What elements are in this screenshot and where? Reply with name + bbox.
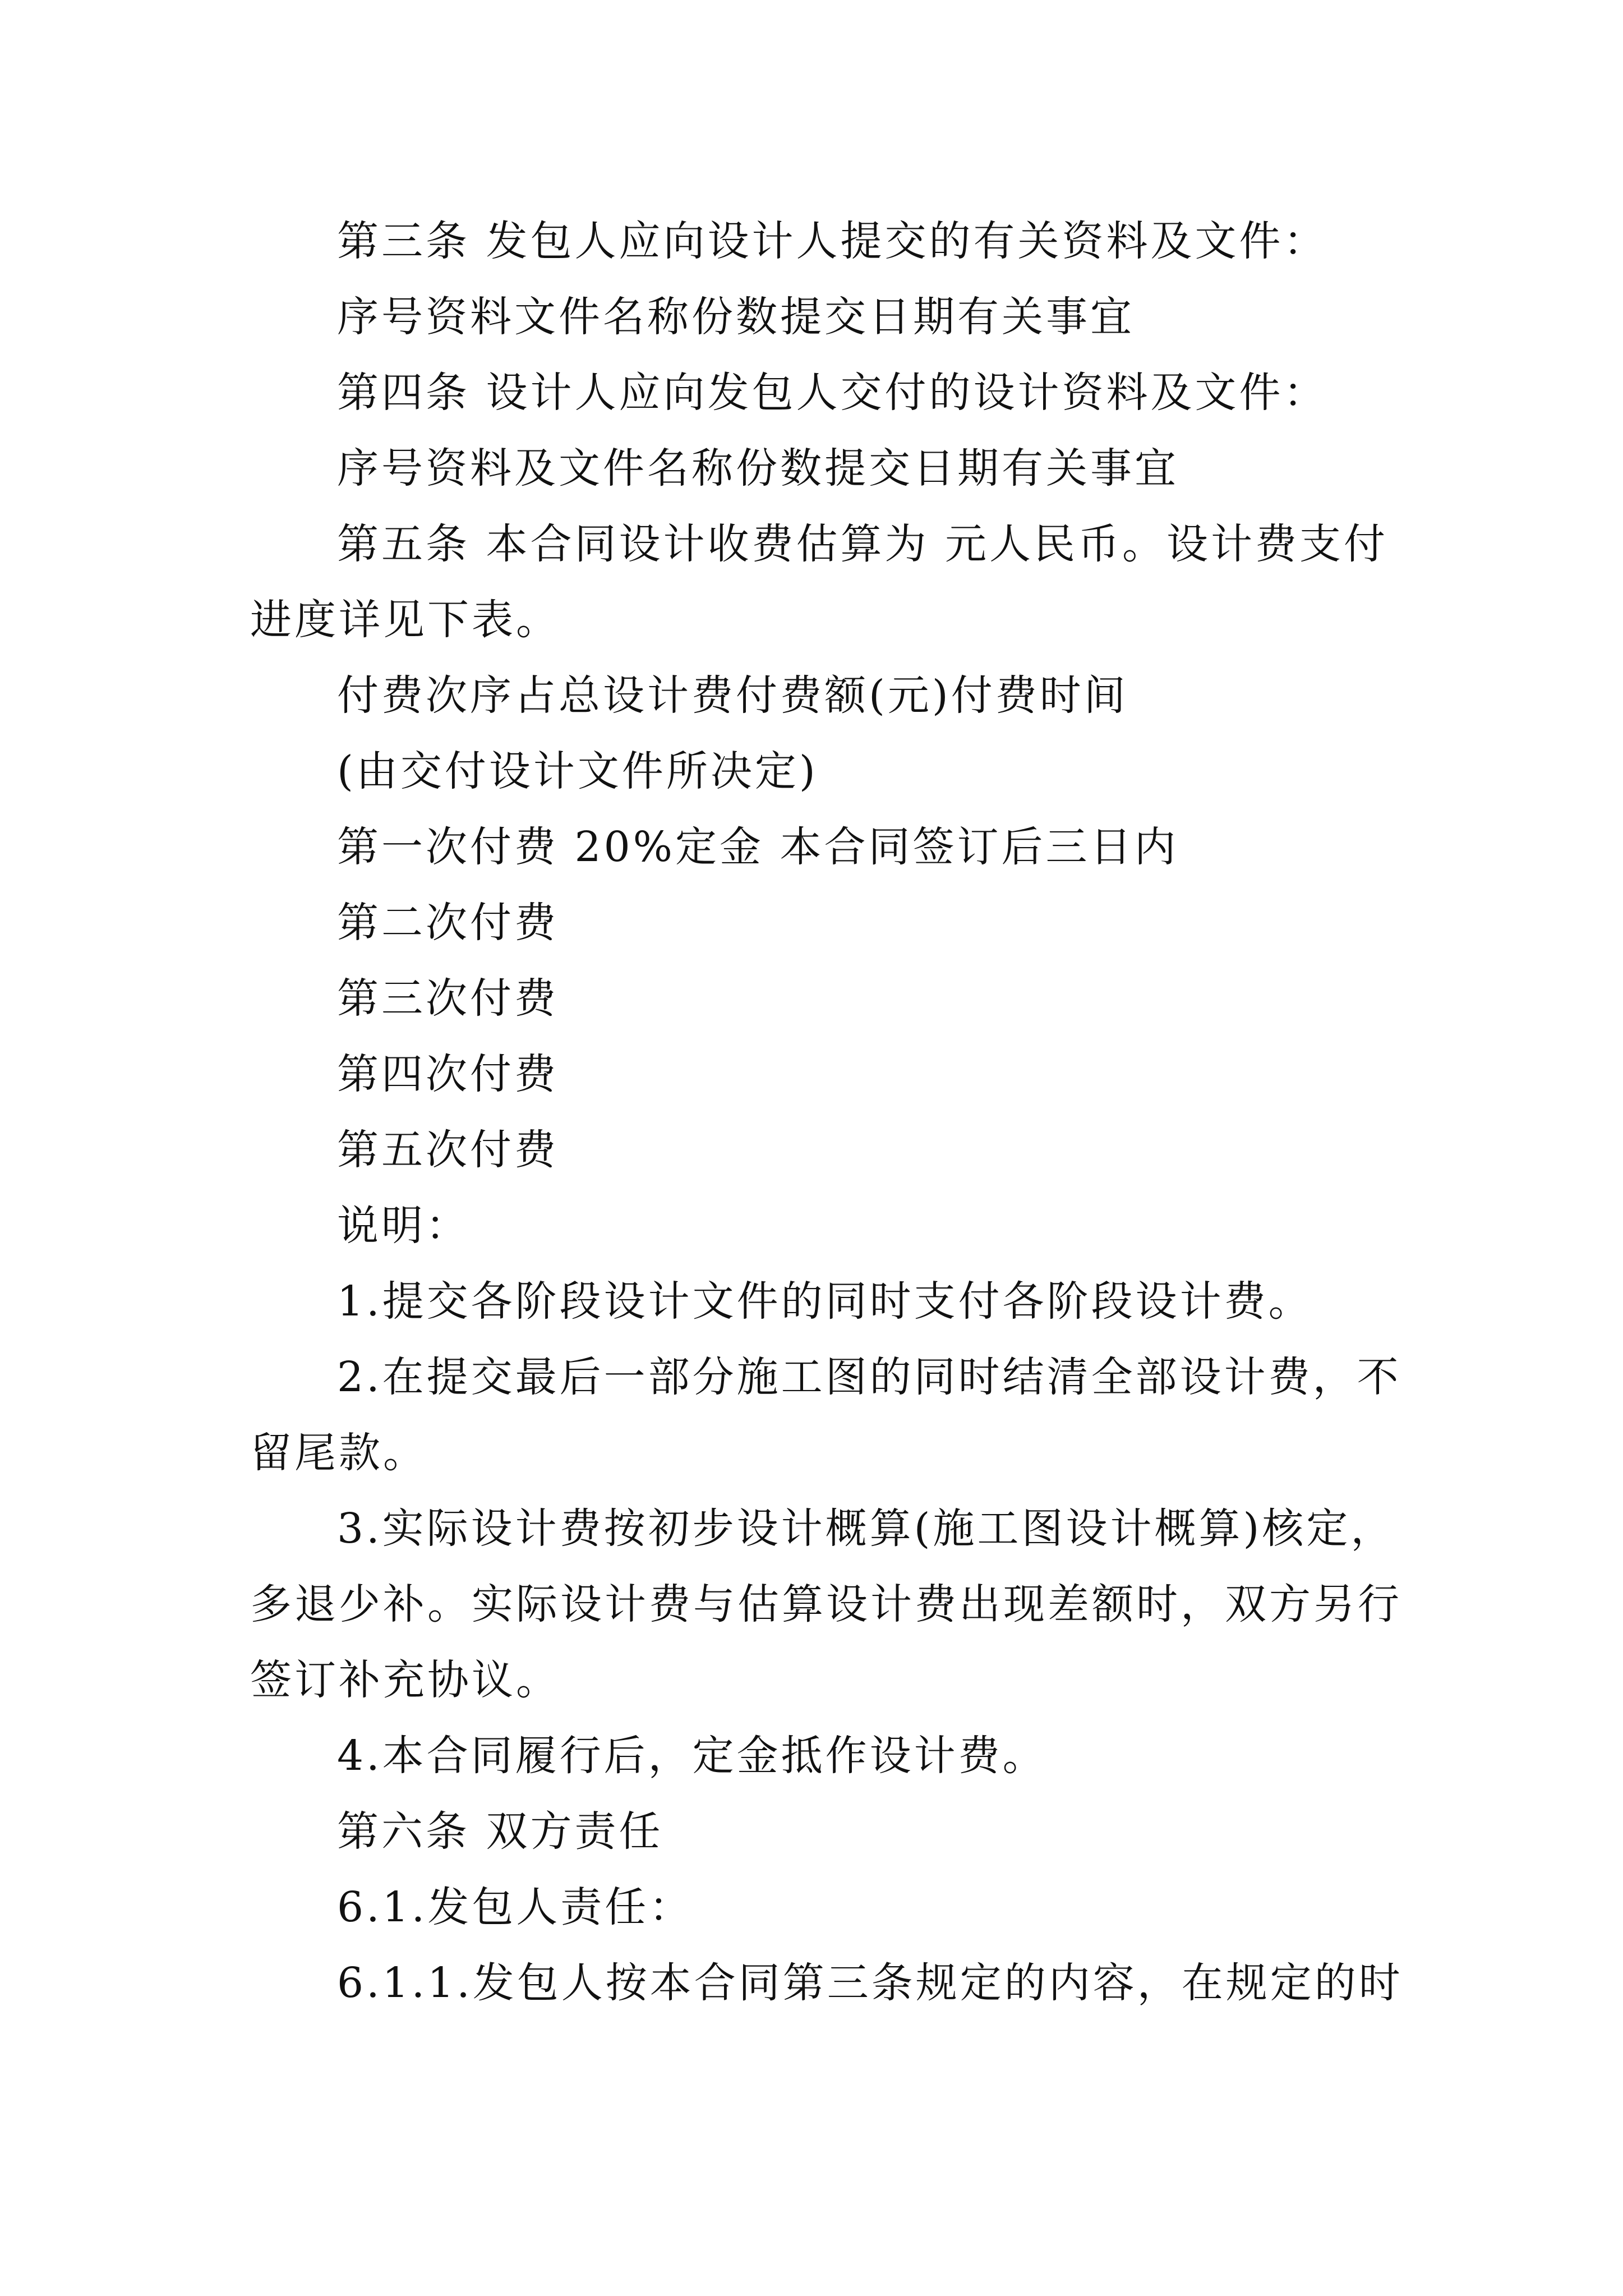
note-1: 1.提交各阶段设计文件的同时支付各阶段设计费。 [337,1277,1313,1326]
payment-row-1: 第一次付费 20%定金 本合同签订后三日内 [337,823,1179,871]
note-2-line-2: 留尾款。 [250,1429,427,1477]
note-3-line-1: 3.实际设计费按初步设计概算(施工图设计概算)核定， [337,1504,1395,1553]
article-3-table-header: 序号资料文件名称份数提交日期有关事宜 [337,293,1135,341]
article-3-heading: 第三条 发包人应向设计人提交的有关资料及文件： [337,217,1328,265]
payment-row-3: 第三次付费 [337,974,559,1023]
article-6-heading: 第六条 双方责任 [337,1807,663,1856]
note-3-line-3: 签订补充协议。 [250,1656,560,1704]
note-4: 4.本合同履行后，定金抵作设计费。 [337,1732,1047,1780]
article-4-heading: 第四条 设计人应向发包人交付的设计资料及文件： [337,369,1328,417]
article-5-paragraph-line-1: 第五条 本合同设计收费估算为 元人民币。设计费支付 [337,520,1389,568]
payment-row-2: 第二次付费 [337,899,559,947]
article-5-paragraph-line-2: 进度详见下表。 [250,596,560,644]
payment-row-4: 第四次付费 [337,1050,559,1098]
note-2-line-1: 2.在提交最后一部分施工图的同时结清全部设计费，不 [337,1353,1401,1401]
note-3-line-2: 多退少补。实际设计费与估算设计费出现差额时，双方另行 [250,1580,1402,1628]
payment-row-5: 第五次付费 [337,1126,559,1174]
article-4-table-header: 序号资料及文件名称份数提交日期有关事宜 [337,444,1179,493]
section-6-1-heading: 6.1.发包人责任： [337,1883,694,1931]
payment-table-header: 付费次序占总设计费付费额(元)付费时间 [337,671,1128,720]
notes-heading: 说明： [337,1202,470,1250]
section-6-1-1-line-1: 6.1.1.发包人按本合同第三条规定的内容，在规定的时 [337,1959,1403,2007]
payment-table-header-note: (由交付设计文件所决定) [337,747,818,795]
